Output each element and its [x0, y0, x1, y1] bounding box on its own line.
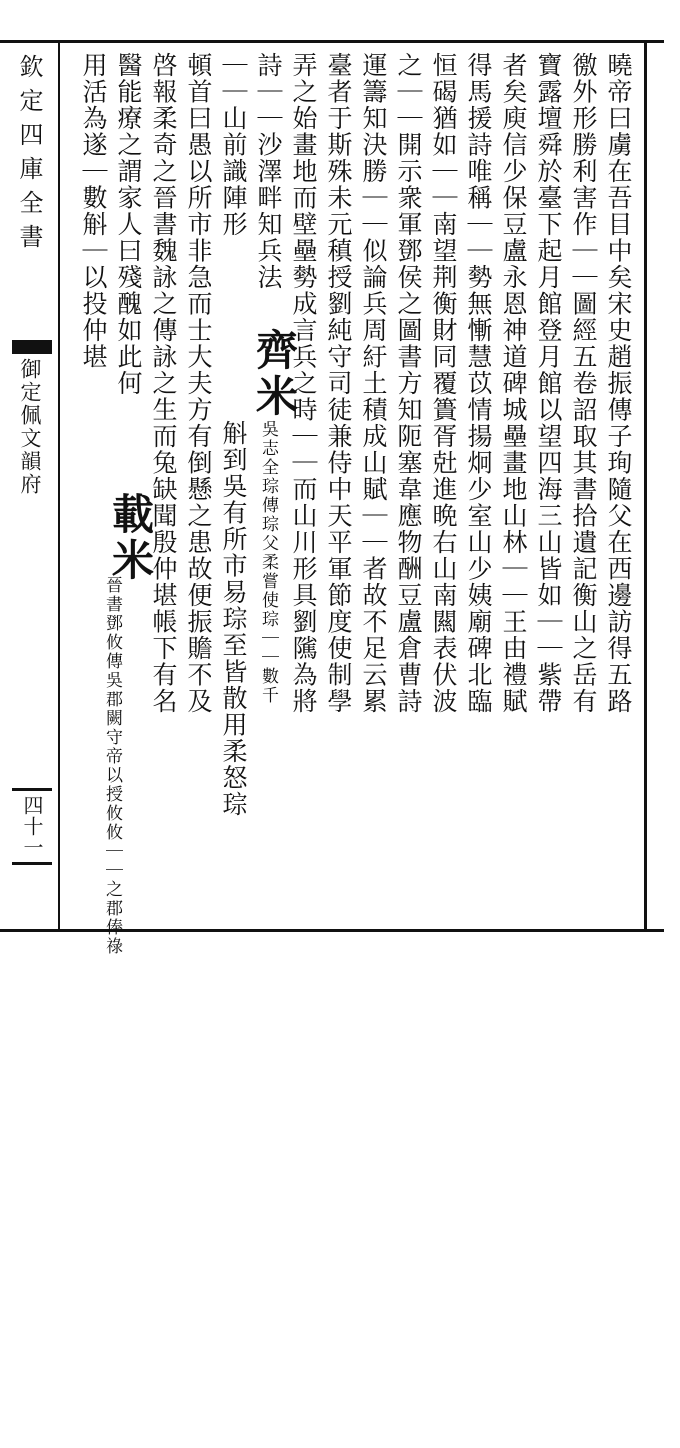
- margin-gutter: [4, 48, 54, 924]
- column-text: 醫能療之謂家人曰殘醜如此何: [114, 52, 143, 397]
- gutter-rule: [58, 40, 60, 932]
- column-note: 斛到吳有所市易琮至皆散用柔怒琮: [219, 420, 248, 818]
- text-column-14: 啓報柔奇之晉書魏詠之傳詠之生而兔缺聞殷仲堪帳下有名: [149, 52, 178, 715]
- text-column-9: 臺者于斯殊未元稹授劉純守司徒兼侍中天平軍節度使制學: [324, 52, 353, 715]
- text-column-2: 徼外形勝利害作｜｜圖經五卷詔取其書拾遺記衡山之岳有: [569, 52, 598, 715]
- note-column-16: [90, 576, 134, 1448]
- text-column-7: 之｜｜開示衆軍鄧侯之圖書方知阨塞韋應物酬豆盧倉曹詩: [394, 52, 423, 715]
- headword: 齊米: [250, 328, 299, 420]
- frame-top-rule: [0, 40, 664, 43]
- text-column-8: 運籌知決勝｜｜似論兵周紆土積成山賦｜｜者故不足云累: [359, 52, 388, 715]
- text-column-1: 曉帝曰虜在吾目中矣宋史趙振傳子珣隨父在西邊訪得五路: [604, 52, 633, 715]
- column-text: 詩｜｜沙澤畔知兵法: [254, 52, 283, 291]
- text-column-10: 弄之始畫地而壁壘勢成言兵之時｜｜而山川形具劉隲為將: [289, 52, 318, 715]
- fish-tail-mark: [12, 340, 52, 354]
- column-text: ｜｜山前識陣形: [219, 52, 248, 238]
- text-column-13: 頓首曰愚以所市非急而士大夫方有倒懸之患故便振贍不及: [184, 52, 213, 715]
- frame-right-rule: [644, 40, 647, 932]
- running-title: 欽定四庫全書: [15, 54, 43, 258]
- text-column-4: 者矣庾信少保豆盧永恩神道碑城壘畫地山林｜｜王由禮賦: [499, 52, 528, 715]
- headword: 載米: [106, 492, 155, 584]
- column-text: 用活為遂｜數斛｜以投仲堪: [79, 52, 108, 370]
- text-column-3: 寶露壇舜於臺下起月館登月館以望四海三山皆如｜｜紫帶: [534, 52, 563, 715]
- book-title: 御定佩文韻府: [18, 358, 42, 496]
- text-column-5: 得馬援詩唯稱｜｜勢無慚慧苡情揚炯少室山少姨廟碑北臨: [464, 52, 493, 715]
- column-note: 吳志全琮傳琮父柔嘗使琮｜｜數千: [258, 420, 278, 705]
- text-column-6: 恒碣猶如｜｜南望荆衡財同覆簣胥兙進晩右山南闗表伏波: [429, 52, 458, 715]
- column-note: 晉書鄧攸傳吳郡闕守帝以授攸攸｜｜之郡俸祿: [102, 576, 122, 956]
- folio-number: 四十一: [12, 788, 52, 865]
